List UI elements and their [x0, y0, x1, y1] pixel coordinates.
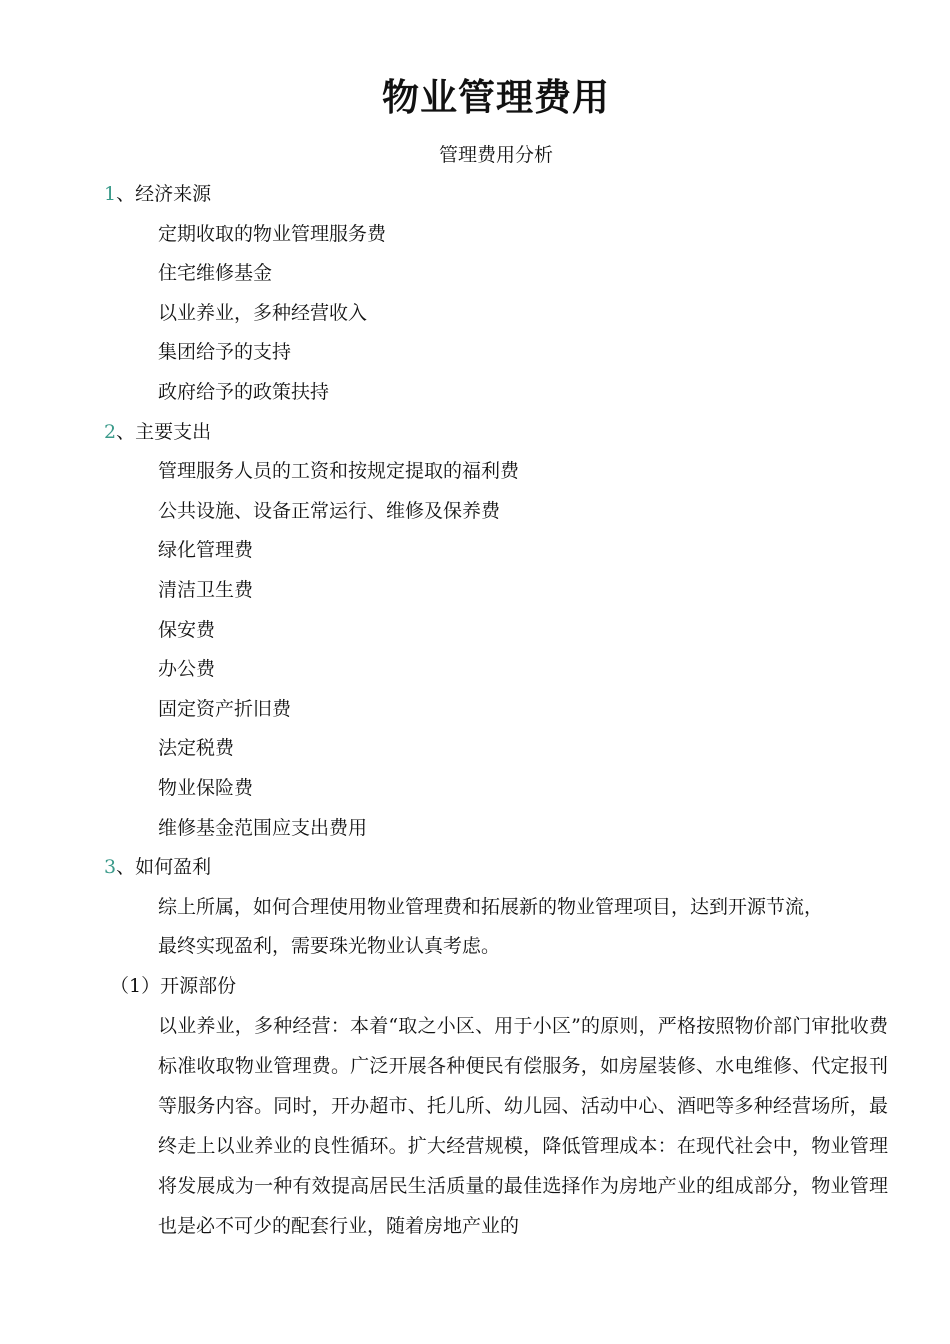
list-item: 法定税费: [158, 737, 235, 759]
list-item: 以业养业，多种经营收入: [158, 302, 368, 324]
summary-line: 最终实现盈利，需要珠光物业认真考虑。: [158, 935, 501, 957]
list-item: 定期收取的物业管理服务费: [158, 223, 387, 245]
section-number: 2: [104, 421, 117, 443]
list-item: 固定资产折旧费: [158, 698, 292, 720]
list-item: 物业保险费: [158, 777, 254, 799]
section-heading-text: 、经济来源: [116, 183, 212, 205]
subsection-heading: （1）开源部份: [110, 975, 237, 997]
list-item: 办公费: [158, 658, 216, 680]
list-item: 集团给予的支持: [158, 341, 292, 363]
list-item: 清洁卫生费: [158, 579, 254, 601]
section-heading-text: 、主要支出: [116, 421, 212, 443]
body-paragraph: 以业养业，多种经营：本着“取之小区、用于小区”的原则，严格按照物价部门审批收费标准收取物业管理费。广泛开展各种便民有偿服务，如房屋装修、水电维修、代定报刊等服务内容。同时，开办超市、托儿所、幼儿园、活动中心、酒吧等多种经营场所，最终走上以业养业的良性循环。扩大经营规模，降低管理成本：在现代社会中，物业管理将发展成为一种有效提高居民生活质量的最佳选择作为房地产业的组成部分，物业管理也是必不可少的配套行业，随着房地产业的: [158, 1015, 888, 1237]
section-number: 3: [104, 856, 117, 878]
section-heading-expenses: [104, 419, 211, 445]
document-subtitle: 管理费用分析: [438, 144, 553, 166]
section-heading-text: 、如何盈利: [116, 856, 212, 878]
list-item: 绿化管理费: [158, 539, 254, 561]
list-item: 保安费: [158, 619, 216, 641]
list-item: 住宅维修基金: [158, 262, 273, 284]
list-item: 维修基金范围应支出费用: [158, 817, 368, 839]
document-title: 物业管理费用: [382, 76, 610, 119]
list-item: 公共设施、设备正常运行、维修及保养费: [158, 500, 501, 522]
section-heading-profit: [104, 854, 211, 880]
section-number: 1: [104, 183, 117, 205]
summary-line: 综上所属，如何合理使用物业管理费和拓展新的物业管理项目，达到开源节流，: [158, 896, 824, 918]
list-item: 政府给予的政策扶持: [158, 381, 330, 403]
list-item: 管理服务人员的工资和按规定提取的福利费: [158, 460, 520, 482]
section-heading-income: [104, 181, 211, 207]
